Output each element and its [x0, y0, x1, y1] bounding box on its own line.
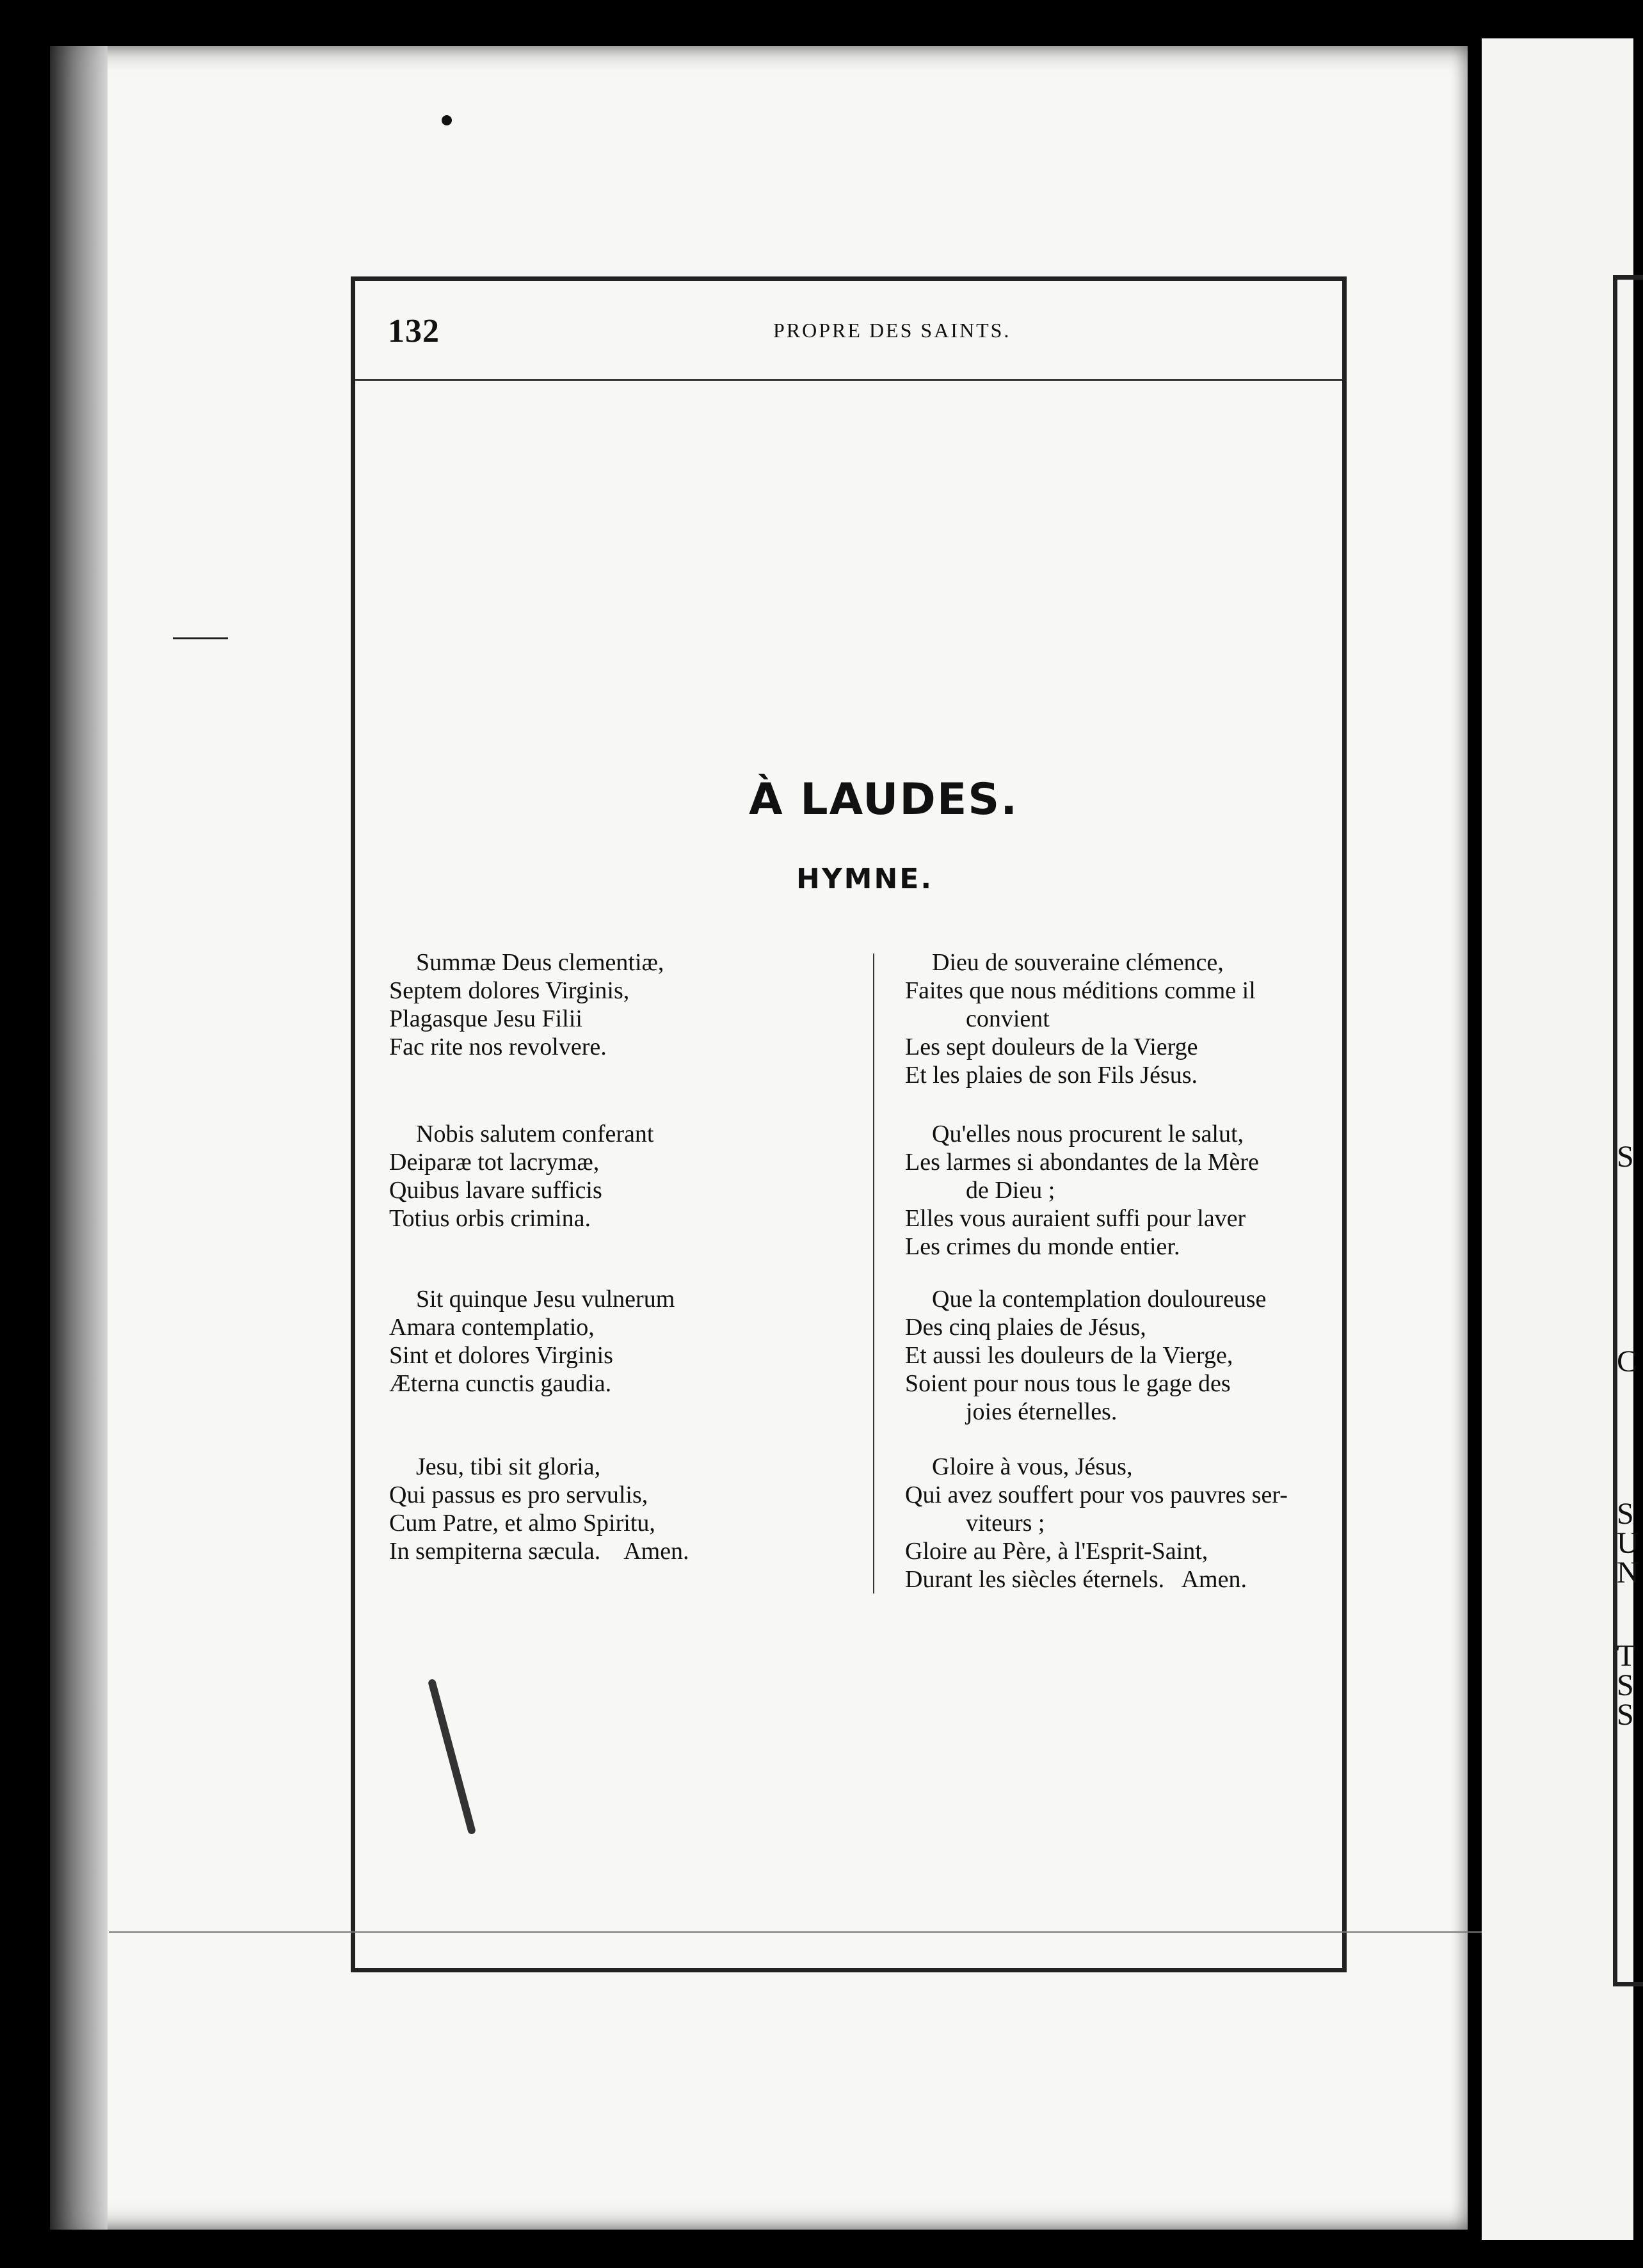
verse-line: Les larmes si abondantes de la Mère — [905, 1149, 1259, 1176]
french-stanza-2 — [905, 1120, 1259, 1261]
section-title: À LAUDES. — [749, 774, 1019, 825]
verse-line: joies éternelles. — [966, 1398, 1118, 1425]
adjacent-page-letter: S — [1617, 1698, 1634, 1732]
verse-line: Amara contemplatio, — [389, 1314, 595, 1341]
verse-line: Qu'elles nous procurent le salut, — [932, 1121, 1244, 1147]
page-number: 132 — [388, 313, 440, 349]
verse-line: Et aussi les douleurs de la Vierge, — [905, 1342, 1233, 1369]
verse-line: Æterna cunctis gaudia. — [389, 1370, 612, 1397]
verse-line: In sempiterna sæcula. Amen. — [389, 1538, 689, 1565]
latin-stanza-1 — [389, 948, 664, 1061]
adjacent-page-letter: S — [1617, 1140, 1634, 1174]
adjacent-page-letter: N — [1617, 1556, 1639, 1590]
verse-line: viteurs ; — [966, 1510, 1045, 1537]
verse-line: Que la contemplation douloureuse — [932, 1286, 1267, 1313]
verse-line: Nobis salutem conferant — [416, 1121, 654, 1147]
ink-stroke — [173, 637, 228, 639]
adjacent-page-letter: C — [1617, 1345, 1638, 1378]
latin-stanza-2 — [389, 1120, 653, 1233]
french-stanza-3 — [905, 1285, 1266, 1426]
verse-line: Fac rite nos revolvere. — [389, 1034, 607, 1060]
verse-line: Totius orbis crimina. — [389, 1205, 591, 1232]
verse-line: Quibus lavare sufficis — [389, 1177, 602, 1204]
verse-line: Qui passus es pro servulis, — [389, 1481, 648, 1508]
verse-line: Les crimes du monde entier. — [905, 1233, 1180, 1260]
verse-line: Qui avez souffert pour vos pauvres ser- — [905, 1481, 1288, 1508]
verse-line: Deiparæ tot lacrymæ, — [389, 1149, 600, 1176]
page-edge-shadow — [50, 46, 108, 2230]
verse-line: Gloire au Père, à l'Esprit-Saint, — [905, 1538, 1208, 1565]
column-divider — [873, 954, 874, 1593]
verse-line: Sint et dolores Virginis — [389, 1342, 613, 1369]
verse-line: Septem dolores Virginis, — [389, 977, 630, 1004]
verse-line: Sit quinque Jesu vulnerum — [416, 1286, 675, 1313]
adjacent-page-strip — [1482, 38, 1636, 2240]
verse-line: Durant les siècles éternels. Amen. — [905, 1566, 1247, 1593]
adjacent-page-letter: T — [1617, 1639, 1636, 1673]
verse-line: Gloire à vous, Jésus, — [932, 1453, 1133, 1480]
verse-line: de Dieu ; — [966, 1177, 1055, 1204]
adjacent-page-letter: S — [1617, 1497, 1634, 1531]
french-stanza-1 — [905, 948, 1256, 1089]
verse-line: Elles vous auraient suffi pour laver — [905, 1205, 1246, 1232]
verse-line: Summæ Deus clementiæ, — [416, 949, 664, 976]
verse-line: Soient pour nous tous le gage des — [905, 1370, 1231, 1397]
latin-stanza-4 — [389, 1453, 689, 1565]
header-rule — [355, 379, 1342, 381]
adjacent-page-letter: S — [1617, 1668, 1634, 1702]
adjacent-page-letter: U — [1617, 1526, 1639, 1560]
french-stanza-4 — [905, 1453, 1288, 1593]
scan-fold-line — [109, 1931, 1482, 1933]
verse-line: Faites que nous méditions comme il — [905, 977, 1256, 1004]
running-title: PROPRE DES SAINTS. — [773, 319, 1011, 342]
verse-line: Plagasque Jesu Filii — [389, 1005, 582, 1032]
verse-line: Et les plaies de son Fils Jésus. — [905, 1062, 1198, 1089]
verse-line: Des cinq plaies de Jésus, — [905, 1314, 1146, 1341]
verse-line: convient — [966, 1005, 1050, 1032]
verse-line: Cum Patre, et almo Spiritu, — [389, 1510, 655, 1537]
latin-stanza-3 — [389, 1285, 675, 1398]
verse-line: Jesu, tibi sit gloria, — [416, 1453, 601, 1480]
section-subtitle: HYMNE. — [796, 863, 934, 895]
verse-line: Les sept douleurs de la Vierge — [905, 1034, 1198, 1060]
verse-line: Dieu de souveraine clémence, — [932, 949, 1224, 976]
ink-speck — [442, 115, 452, 125]
